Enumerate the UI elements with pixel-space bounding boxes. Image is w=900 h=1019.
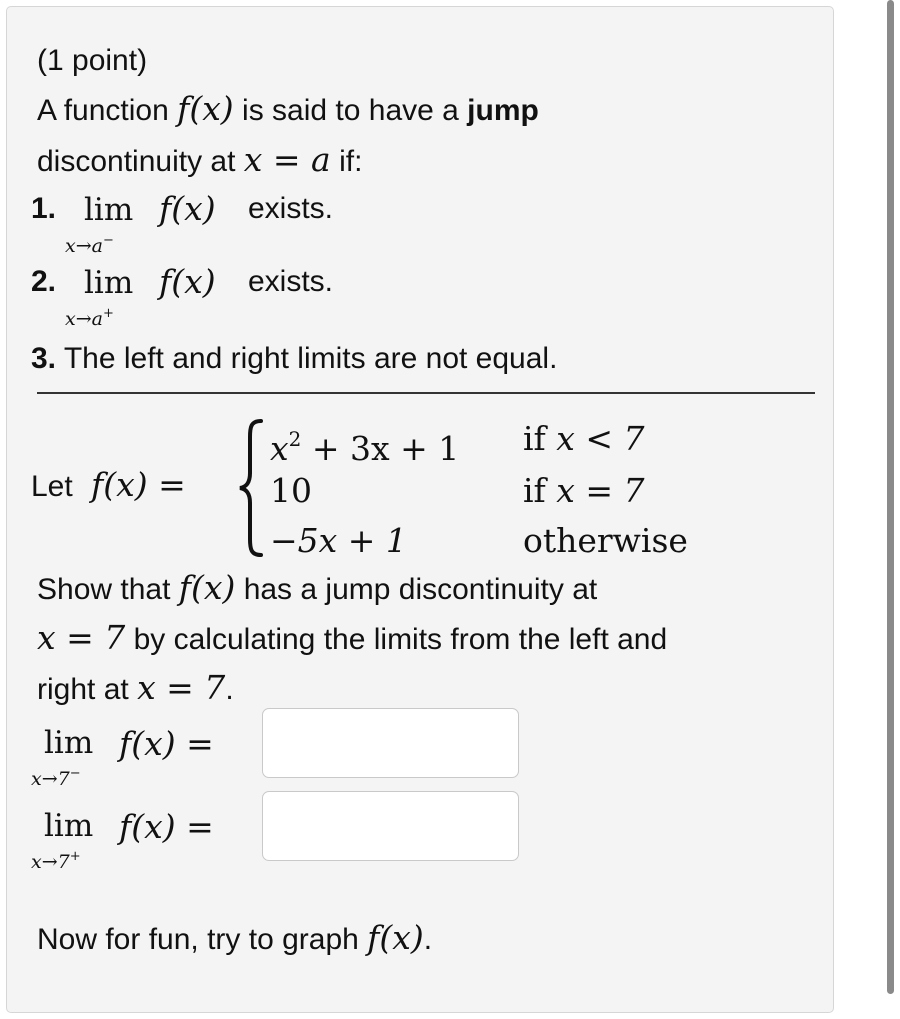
task-line-1: Show that f(x) has a jump discontinuity at [37, 568, 598, 607]
lim-operator: lim [84, 192, 134, 228]
case-1-condition: if x < 7 [523, 419, 645, 458]
condition-3 [31, 339, 557, 379]
condition-text: The left and right limits are not equal. [63, 342, 558, 375]
condition-number: 3. [31, 342, 57, 375]
condition-number: 2. [31, 265, 57, 298]
case-1-expression: $x^2 + 3x + 1$ [270, 427, 460, 468]
lim-subscript: x→a+ [65, 306, 114, 330]
lim-subscript: x→7− [31, 766, 81, 790]
lim-operator: lim [44, 808, 94, 844]
fx-expression: f(x) [367, 918, 424, 957]
definition-mid: is said to have a [242, 94, 459, 127]
case-2-condition: if x = 7 [523, 471, 645, 510]
definition-intro: A function [37, 94, 169, 127]
scrollbar[interactable] [887, 0, 894, 994]
lim-subscript: x→a− [65, 233, 114, 257]
condition-number: 1. [31, 192, 57, 225]
x-equals-a: x = a [243, 140, 331, 179]
left-limit-expression: f(x) = [119, 724, 214, 763]
definition-line-1 [37, 89, 539, 131]
left-brace-icon [237, 417, 267, 559]
task-line-2: x = 7 by calculating the limits from the left and [37, 618, 668, 657]
let-label: Let [31, 470, 73, 503]
condition-2 [31, 262, 56, 302]
section-divider [37, 392, 815, 394]
lim-operator: lim [44, 725, 94, 761]
jump-word: jump [467, 94, 539, 127]
lim-operator: lim [84, 265, 134, 301]
condition-text: exists. [248, 265, 334, 298]
piecewise-lhs: f(x) = [91, 465, 186, 504]
right-limit-answer-input[interactable] [262, 791, 519, 861]
points-label: (1 point) [37, 44, 148, 77]
problem-card [6, 6, 834, 1013]
case-2-expression: 10 [270, 471, 312, 510]
x-equals-7: x = 7 [37, 618, 126, 657]
x-equals-7: x = 7 [137, 668, 226, 707]
fx-expression: f(x) [178, 568, 236, 607]
fx-expression: f(x) [159, 189, 216, 228]
graph-prompt: Now for fun, try to graph f(x). [37, 918, 433, 957]
condition-1 [31, 189, 56, 229]
definition-line-2 [37, 140, 362, 182]
fx-expression: f(x) [177, 89, 234, 128]
case-3-condition: otherwise [523, 521, 688, 560]
fx-expression: f(x) [159, 262, 216, 301]
lim-subscript: x→7+ [31, 849, 81, 873]
left-limit-answer-input[interactable] [262, 708, 519, 778]
condition-text: exists. [248, 192, 334, 225]
definition-line2-start: discontinuity at [37, 145, 236, 178]
right-limit-expression: f(x) = [119, 807, 214, 846]
definition-line2-end: if: [339, 145, 363, 178]
case-3-expression: −5x + 1 [270, 521, 407, 560]
task-line-3: right at x = 7. [37, 668, 234, 707]
